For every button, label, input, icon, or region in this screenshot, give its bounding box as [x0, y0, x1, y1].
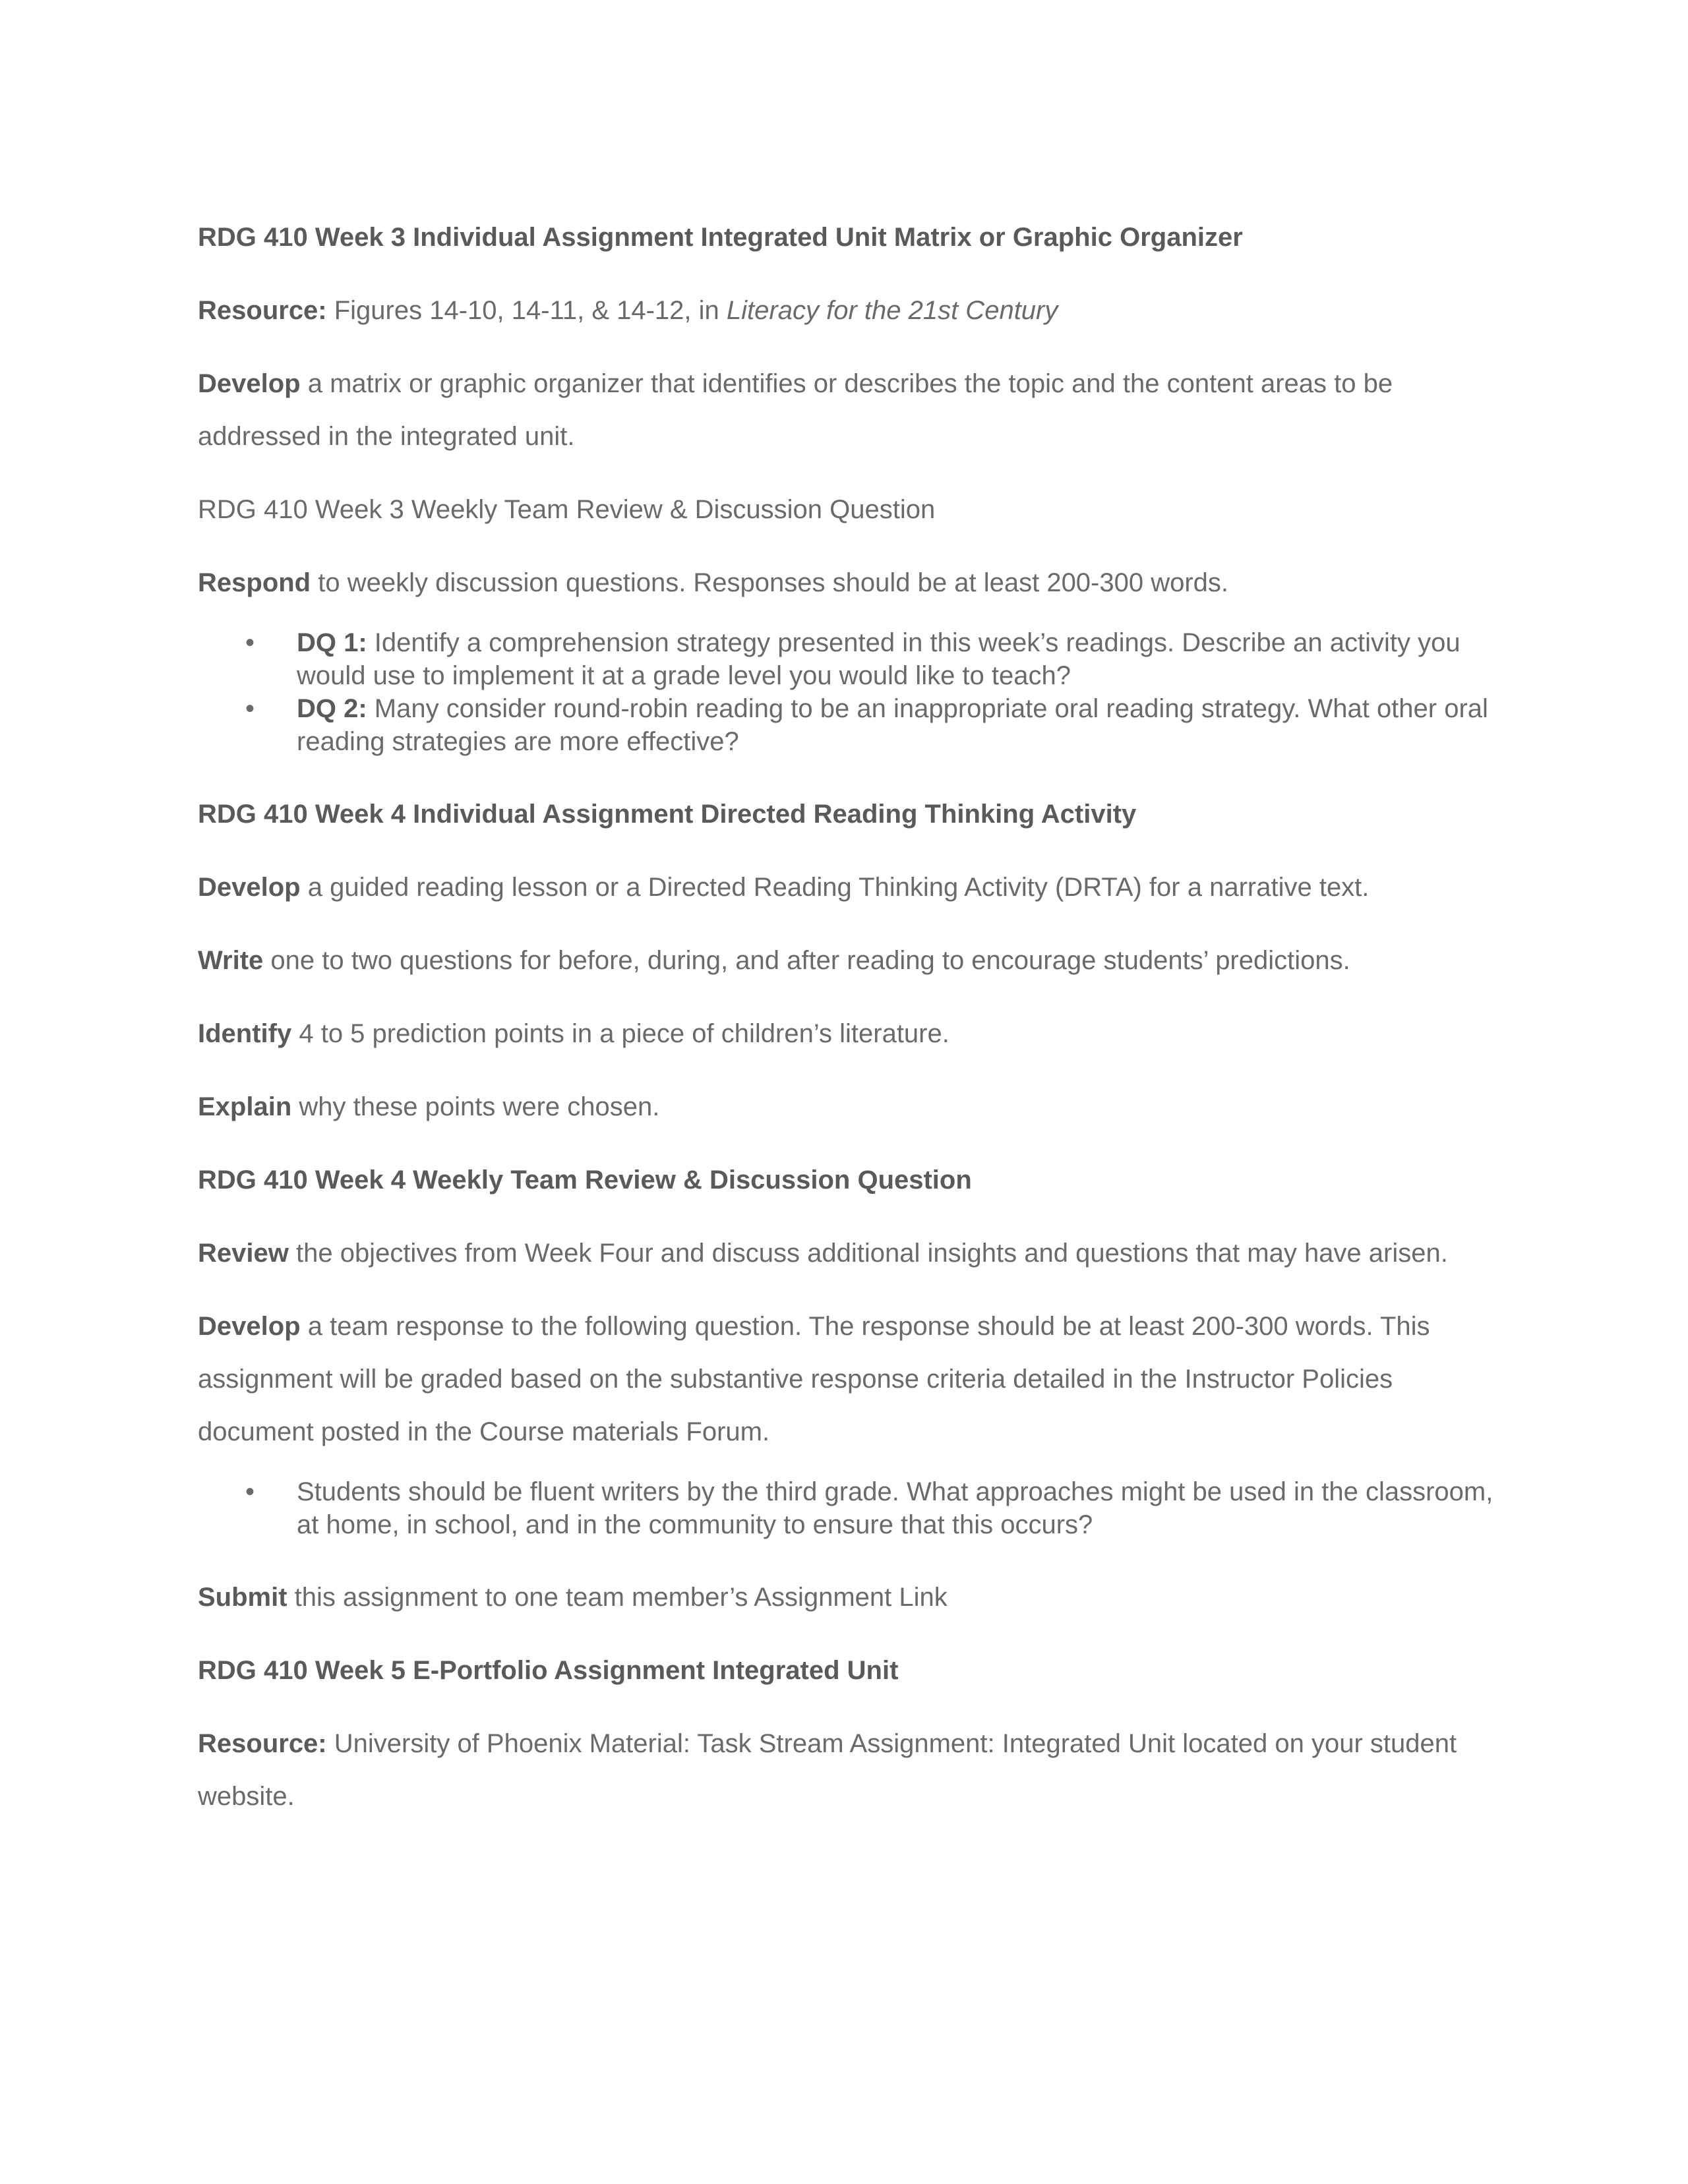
- resource-text: Figures 14-10, 14-11, & 14-12, in: [326, 296, 727, 325]
- bullet-icon: •: [245, 1477, 255, 1506]
- identify-text: 4 to 5 prediction points in a piece of children’s literature.: [291, 1019, 950, 1048]
- dq-text: Identify a comprehension strategy presented in this week’s readings. Describe an activity you would use to implement it at a grade level you would like to teach?: [297, 628, 1461, 690]
- w3-develop-paragraph: [198, 357, 1510, 463]
- w4-question-list: [198, 1475, 1510, 1541]
- w4-team-heading: RDG 410 Week 4 Weekly Team Review & Discussion Question: [198, 1166, 972, 1195]
- bullet-icon: •: [245, 628, 255, 657]
- develop-label: Develop: [198, 369, 301, 398]
- bullet-icon: •: [245, 694, 255, 723]
- review-text: the objectives from Week Four and discuss additional insights and questions that may have arisen.: [288, 1239, 1448, 1268]
- list-item: [198, 1475, 1510, 1541]
- w4-write-paragraph: [198, 934, 1510, 987]
- develop-text: a matrix or graphic organizer that identifies or describes the topic and the content areas to be addressed in the integrated unit.: [198, 369, 1393, 451]
- submit-label: Submit: [198, 1583, 287, 1612]
- w4-submit-paragraph: [198, 1571, 1510, 1624]
- w3-team-heading: RDG 410 Week 3 Weekly Team Review & Discussion Question: [198, 495, 936, 524]
- w4-review-paragraph: [198, 1227, 1510, 1280]
- spacer: [198, 1541, 1510, 1571]
- dq-text: Many consider round-robin reading to be an inappropriate oral reading strategy. What other oral reading strategies are more effective?: [297, 694, 1488, 756]
- develop-label: Develop: [198, 1312, 301, 1341]
- respond-text: to weekly discussion questions. Responses should be at least 200-300 words.: [311, 568, 1229, 597]
- w5-resource-paragraph: [198, 1717, 1510, 1823]
- explain-text: why these points were chosen.: [291, 1092, 660, 1121]
- question-text: Students should be fluent writers by the third grade. What approaches might be used in the classroom, at home, in school, and in the community to ensure that this occurs?: [297, 1477, 1493, 1539]
- resource-label: Resource:: [198, 296, 327, 325]
- w4-individual-heading: RDG 410 Week 4 Individual Assignment Directed Reading Thinking Activity: [198, 800, 1137, 829]
- develop-text: a team response to the following question. The response should be at least 200-300 words. This assignment will be graded based on the substantive response criteria detailed in the Instructor Policies document posted in the Course materials Forum.: [198, 1312, 1430, 1446]
- write-label: Write: [198, 946, 264, 975]
- identify-label: Identify: [198, 1019, 292, 1048]
- w3-respond-paragraph: [198, 556, 1510, 609]
- w3-dq-list: [198, 626, 1510, 758]
- list-item: [198, 626, 1510, 692]
- submit-text: this assignment to one team member’s Assignment Link: [287, 1583, 948, 1612]
- w4-team-develop-paragraph: [198, 1300, 1510, 1458]
- dq-label: DQ 2:: [297, 694, 367, 723]
- review-label: Review: [198, 1239, 289, 1268]
- resource-text: University of Phoenix Material: Task Stream Assignment: Integrated Unit located on your student website.: [198, 1729, 1457, 1811]
- book-title: Literacy for the 21st Century: [726, 296, 1058, 325]
- resource-label: Resource:: [198, 1729, 327, 1758]
- w5-portfolio-heading: RDG 410 Week 5 E-Portfolio Assignment Integrated Unit: [198, 1656, 899, 1685]
- list-item: [198, 692, 1510, 758]
- w4-identify-paragraph: [198, 1007, 1510, 1060]
- w3-resource-paragraph: [198, 284, 1510, 337]
- write-text: one to two questions for before, during, and after reading to encourage students’ predictions.: [263, 946, 1350, 975]
- develop-label: Develop: [198, 873, 301, 902]
- document-page: [198, 211, 1510, 1843]
- develop-text: a guided reading lesson or a Directed Reading Thinking Activity (DRTA) for a narrative text.: [300, 873, 1370, 902]
- w4-explain-paragraph: [198, 1080, 1510, 1133]
- w3-individual-heading: RDG 410 Week 3 Individual Assignment Integrated Unit Matrix or Graphic Organizer: [198, 223, 1243, 252]
- w4-develop-paragraph: [198, 861, 1510, 914]
- spacer: [198, 758, 1510, 788]
- explain-label: Explain: [198, 1092, 292, 1121]
- respond-label: Respond: [198, 568, 311, 597]
- dq-label: DQ 1:: [297, 628, 367, 657]
